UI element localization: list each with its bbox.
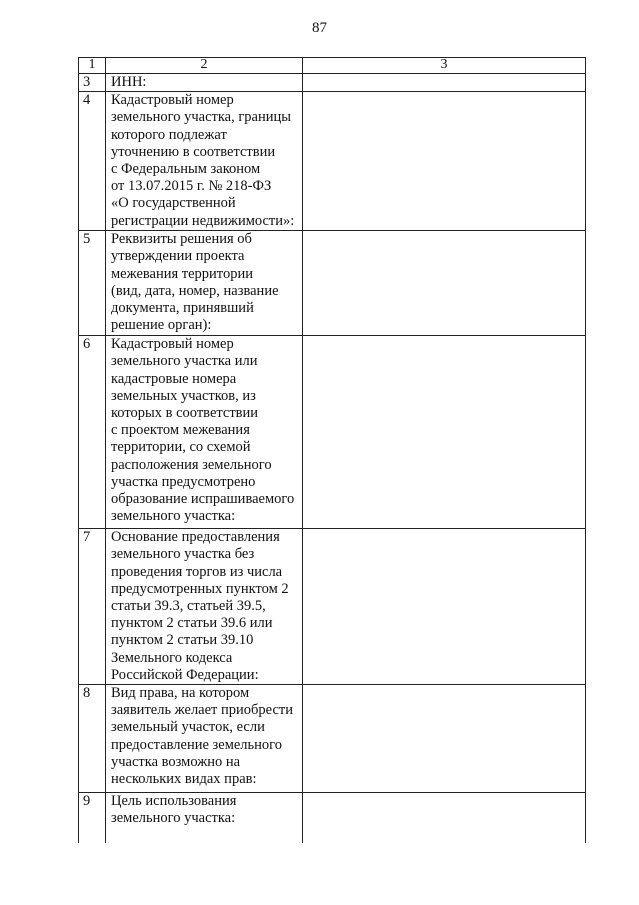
table-row bbox=[79, 529, 586, 685]
row-label-right-type: Вид права, на котором заявитель желает приобрести земельный участок, если предоставление земельного участка возможно на нескольких видах прав: bbox=[106, 685, 303, 793]
page-number: 87 bbox=[312, 20, 327, 36]
row-number: 3 bbox=[79, 74, 106, 92]
row-number: 7 bbox=[79, 529, 106, 685]
header-col-2: 2 bbox=[106, 58, 303, 74]
row-number: 6 bbox=[79, 336, 106, 529]
table-header-row bbox=[79, 58, 586, 74]
row-label-cadastral-number: Кадастровый номер земельного участка, границы которого подлежат уточнению в соответствии с Федеральным законом от 13.07.2015 г. № 218-ФЗ «О государственной регистрации недвижимости»: bbox=[106, 92, 303, 231]
row-value-field[interactable] bbox=[303, 74, 586, 92]
row-value-field[interactable] bbox=[303, 336, 586, 529]
table-row bbox=[79, 793, 586, 843]
row-number: 9 bbox=[79, 793, 106, 843]
application-form-table bbox=[78, 57, 586, 843]
row-value-field[interactable] bbox=[303, 529, 586, 685]
row-number: 4 bbox=[79, 92, 106, 231]
table-row bbox=[79, 231, 586, 336]
row-label-survey-project: Реквизиты решения об утверждении проекта межевания территории (вид, дата, номер, название документа, принявший решение орган): bbox=[106, 231, 303, 336]
row-label-source-parcels: Кадастровый номер земельного участка или кадастровые номера земельных участков, из которых в соответствии с проектом межевания территории, со схемой расположения земельного участка предусмотрено образование испрашиваемого земельного участка: bbox=[106, 336, 303, 529]
row-value-field[interactable] bbox=[303, 685, 586, 793]
table-row bbox=[79, 92, 586, 231]
row-value-field[interactable] bbox=[303, 92, 586, 231]
table-row bbox=[79, 336, 586, 529]
header-col-1: 1 bbox=[79, 58, 106, 74]
row-number: 8 bbox=[79, 685, 106, 793]
header-col-3: 3 bbox=[303, 58, 586, 74]
row-label-legal-basis: Основание предоставления земельного участка без проведения торгов из числа предусмотренных пунктом 2 статьи 39.3, статьей 39.5, пунктом 2 статьи 39.6 или пунктом 2 статьи 39.10 Земельного кодекса Российской Федерации: bbox=[106, 529, 303, 685]
row-label-inn: ИНН: bbox=[106, 74, 303, 92]
table-row bbox=[79, 74, 586, 92]
table-row bbox=[79, 685, 586, 793]
row-value-field[interactable] bbox=[303, 231, 586, 336]
row-number: 5 bbox=[79, 231, 106, 336]
row-value-field[interactable] bbox=[303, 793, 586, 843]
row-label-land-use-purpose: Цель использования земельного участка: bbox=[106, 793, 303, 843]
